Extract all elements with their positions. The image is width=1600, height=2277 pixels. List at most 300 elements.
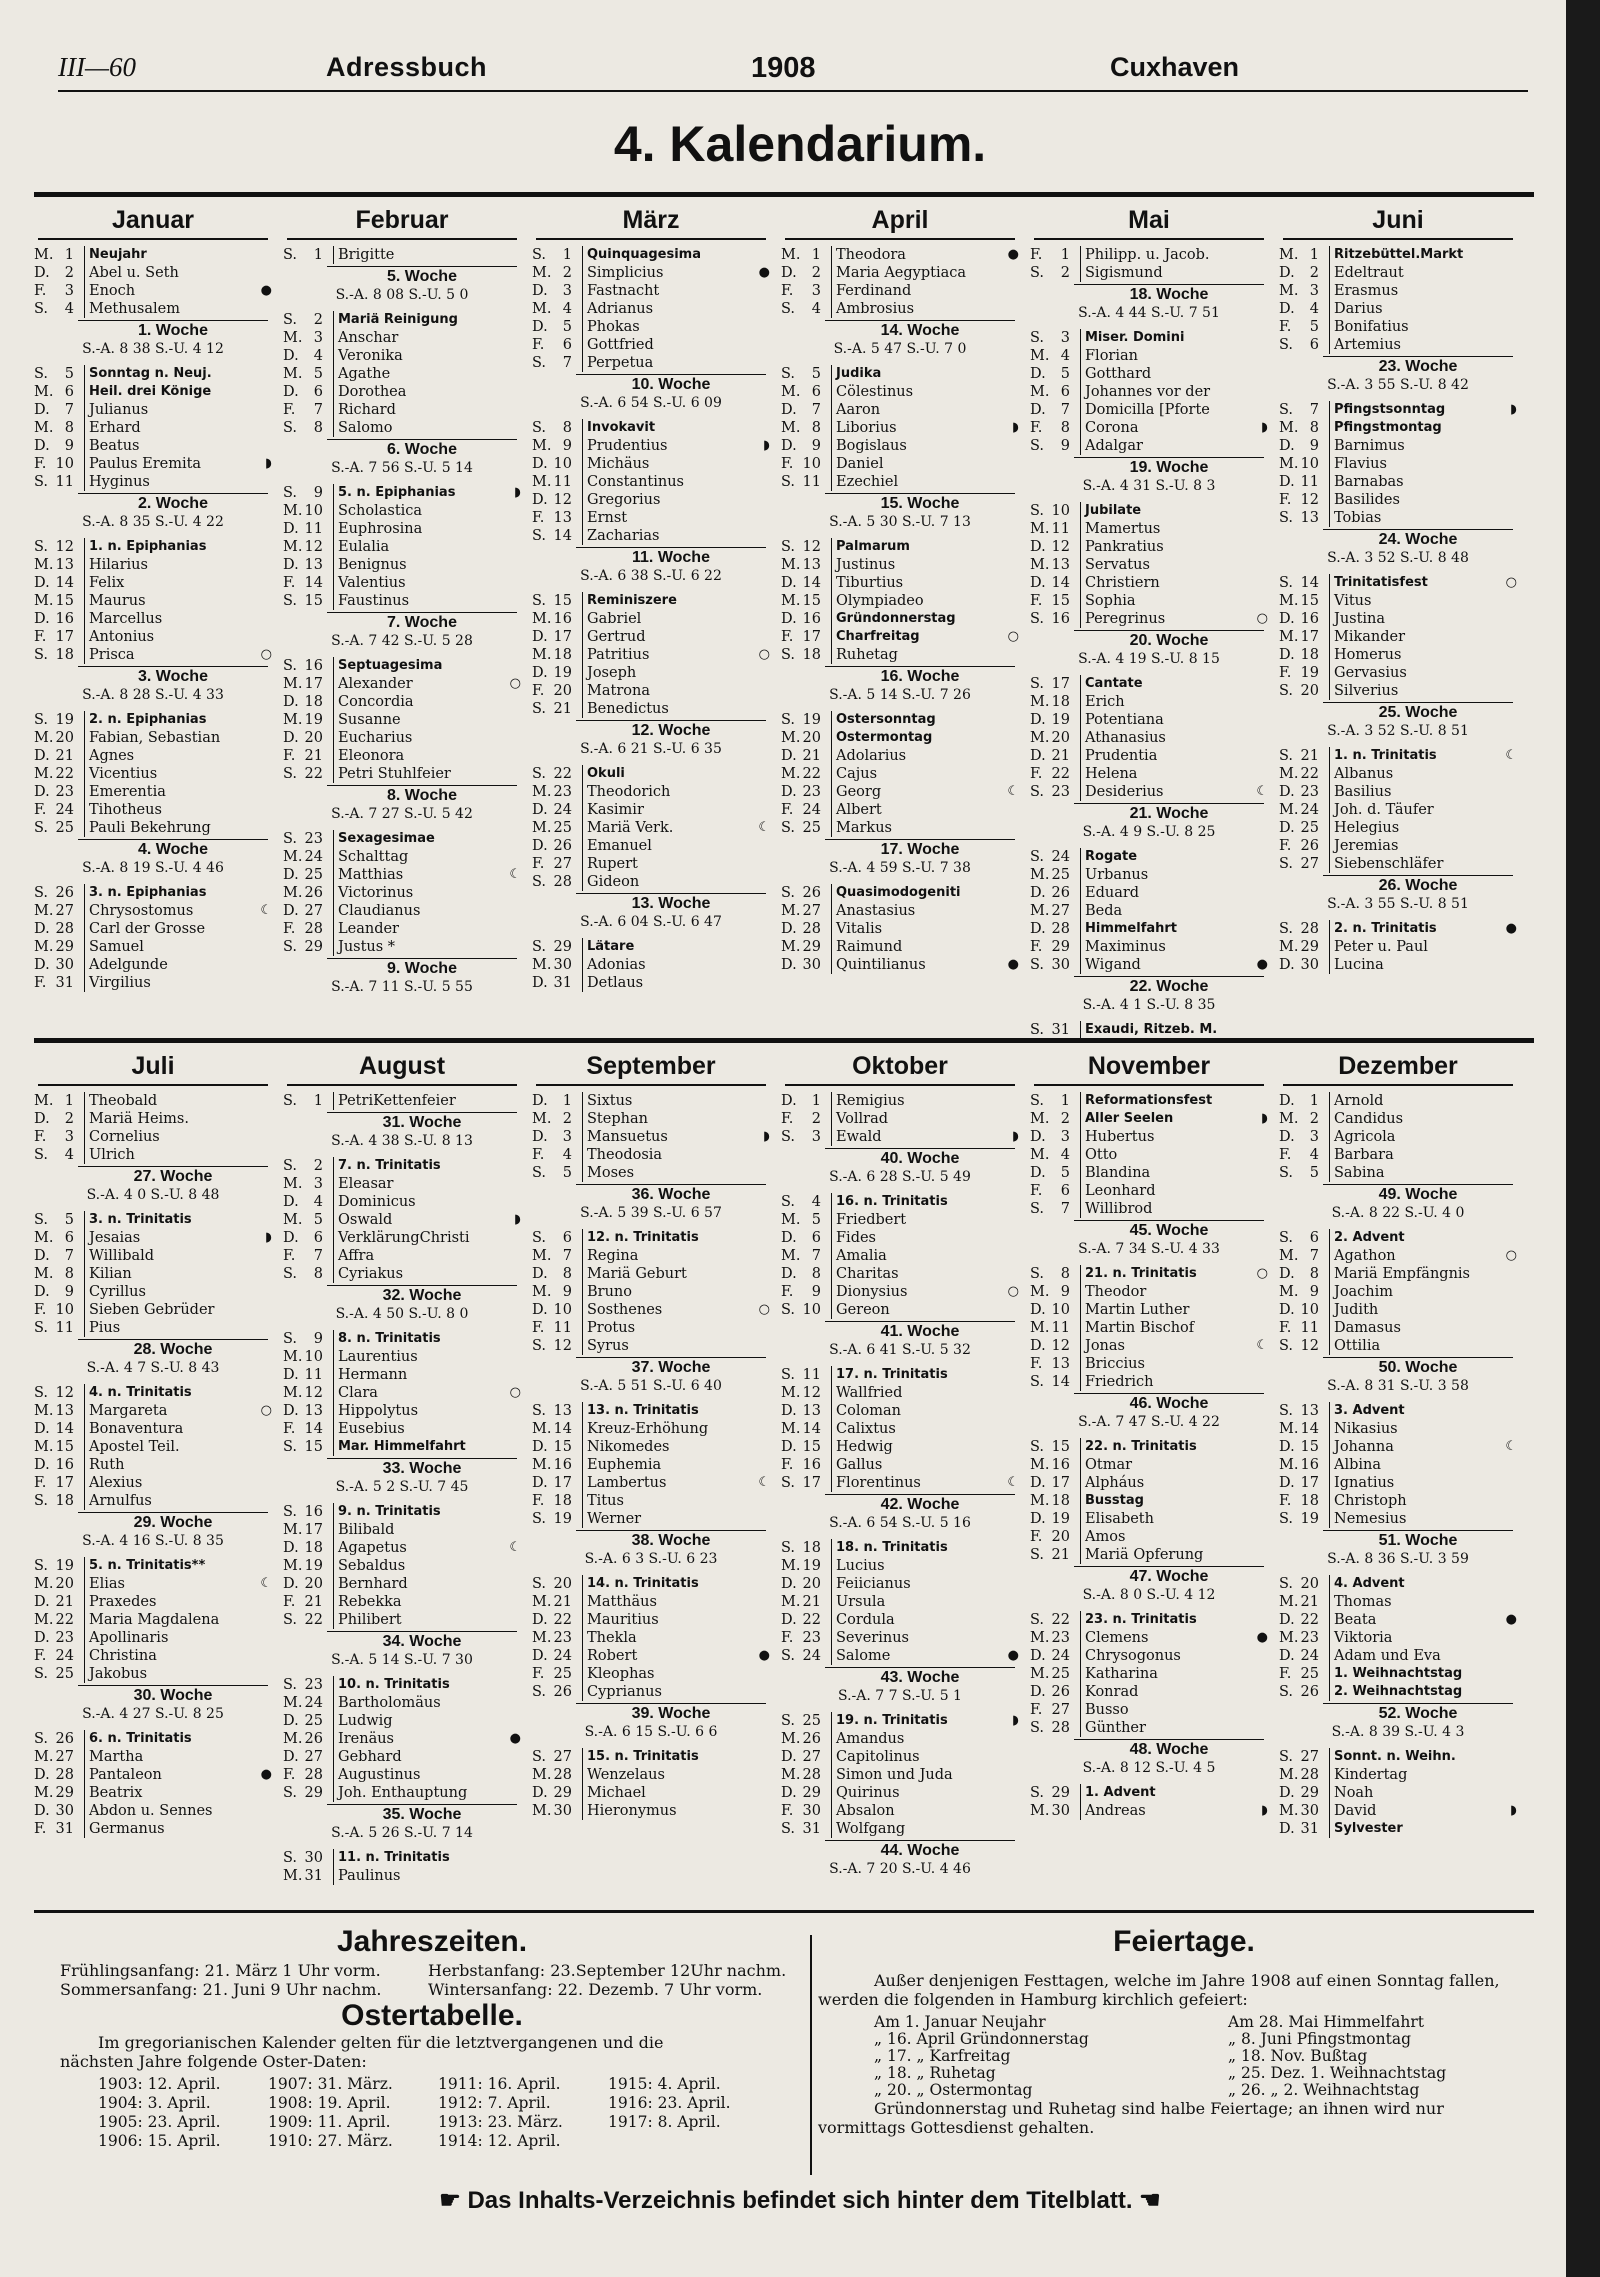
easter-intro-2: nächsten Jahre folgende Oster-Daten:: [60, 2052, 367, 2071]
weekday: S.: [283, 658, 298, 674]
day-name: Coloman: [831, 1402, 1017, 1420]
weekday: F.: [532, 337, 545, 353]
weekday: F.: [1030, 593, 1043, 609]
day-number: 17: [304, 1522, 323, 1538]
day-number: 18: [1300, 1493, 1319, 1509]
weekday: S.: [1030, 676, 1045, 692]
day-name: Alexander: [333, 675, 519, 693]
weekday: D.: [1279, 1612, 1295, 1628]
day-number: 9: [811, 438, 821, 454]
day-row: [283, 675, 521, 693]
day-number: 9: [64, 1284, 74, 1300]
footer-note: [0, 2186, 1600, 2215]
day-number: 22: [553, 766, 572, 782]
day-number: 22: [802, 1612, 821, 1628]
day-row: [1279, 1802, 1517, 1820]
weekday: F.: [532, 683, 545, 699]
day-name: Johannes vor der: [1080, 383, 1266, 401]
day-name: Basilides: [1329, 491, 1515, 509]
day-name: Victorinus: [333, 884, 519, 902]
day-number: 18: [802, 1540, 821, 1556]
day-number: 29: [802, 939, 821, 955]
day-row: [34, 1110, 272, 1128]
weekday: S.: [1030, 611, 1045, 627]
day-name: Emanuel: [582, 837, 768, 855]
day-name: Prudentia: [1080, 747, 1266, 765]
sunrise-sunset: S.-A. 6 38 S.-U. 6 22: [580, 568, 722, 584]
sunrise-sunset: S.-A. 6 41 S.-U. 5 32: [829, 1342, 971, 1358]
sunrise-sunset: S.-A. 8 31 S.-U. 3 58: [1327, 1378, 1469, 1394]
day-row: [781, 1420, 1019, 1438]
day-name: Fabian, Sebastian: [84, 729, 270, 747]
day-row: [781, 628, 1019, 646]
day-row: [1279, 1629, 1517, 1647]
weekday: S.: [781, 1648, 796, 1664]
day-row: [283, 1593, 521, 1611]
week-number: 22. Woche: [1074, 976, 1264, 996]
weekday: S.: [532, 1165, 547, 1181]
day-name: Kreuz-Erhöhung: [582, 1420, 768, 1438]
day-number: 5: [1060, 1165, 1070, 1181]
day-name: Wenzelaus: [582, 1766, 768, 1784]
day-name: Patritius: [582, 646, 768, 664]
day-row: [1279, 855, 1517, 873]
day-row: [532, 1301, 770, 1319]
day-row: [283, 1348, 521, 1366]
weekday: F.: [1030, 1356, 1043, 1372]
day-name: Constantinus: [582, 473, 768, 491]
holiday-entry: „ 17. „ Karfreitag: [874, 2047, 1011, 2065]
moon-phase-icon: ●: [758, 265, 770, 280]
sunrise-sunset: S.-A. 5 30 S.-U. 7 13: [829, 514, 971, 530]
moon-phase-icon: ●: [1256, 1630, 1268, 1645]
weekday: S.: [283, 1850, 298, 1866]
weekday: M.: [1030, 521, 1050, 537]
day-number: 8: [811, 1266, 821, 1282]
day-row: [532, 1319, 770, 1337]
weekday: S.: [283, 312, 298, 328]
day-number: 12: [1300, 492, 1319, 508]
day-number: 6: [1309, 337, 1319, 353]
day-row: [34, 1456, 272, 1474]
weekday: D.: [532, 1785, 548, 1801]
day-name: Arnulfus: [84, 1492, 270, 1510]
day-number: 1: [1309, 1093, 1319, 1109]
weekday: S.: [532, 593, 547, 609]
day-row: [532, 855, 770, 873]
day-number: 18: [1300, 647, 1319, 663]
day-row: [1030, 1665, 1268, 1683]
weekday: S.: [283, 247, 298, 263]
day-number: 15: [304, 1439, 323, 1455]
weekday: S.: [1030, 1093, 1045, 1109]
weekday: M.: [34, 730, 54, 746]
moon-phase-icon: ●: [1007, 957, 1019, 972]
day-number: 16: [55, 611, 74, 627]
day-row: [781, 1229, 1019, 1247]
holiday-entry: „ 18. „ Ruhetag: [874, 2064, 996, 2082]
weekday: M.: [1279, 1284, 1299, 1300]
weekday: S.: [781, 1302, 796, 1318]
sunrise-sunset: S.-A. 7 56 S.-U. 5 14: [331, 460, 473, 476]
day-row: [34, 383, 272, 401]
day-row: [1030, 347, 1268, 365]
weekday: S.: [283, 766, 298, 782]
weekday: D.: [283, 1713, 299, 1729]
day-name: Clara: [333, 1384, 519, 1402]
sunrise-sunset: S.-A. 8 08 S.-U. 5 0: [335, 287, 469, 303]
sunrise-sunset: S.-A. 6 28 S.-U. 5 49: [829, 1169, 971, 1185]
sunrise-sunset: S.-A. 3 52 S.-U. 8 48: [1327, 550, 1469, 566]
day-name: Clemens: [1080, 1629, 1266, 1647]
day-number: 18: [802, 647, 821, 663]
day-number: 11: [1300, 1320, 1319, 1336]
day-number: 25: [802, 820, 821, 836]
day-number: 14: [55, 575, 74, 591]
day-number: 9: [1309, 1284, 1319, 1300]
day-number: 29: [1051, 1785, 1070, 1801]
day-name: Mansuetus: [582, 1128, 768, 1146]
day-row: [781, 419, 1019, 437]
day-number: 14: [1051, 1374, 1070, 1390]
weekday: S.: [1030, 1022, 1045, 1038]
day-row: [1279, 1402, 1517, 1420]
season-autumn: Herbstanfang: 23.September 12Uhr nachm.: [428, 1961, 787, 1980]
weekday: M.: [532, 474, 552, 490]
weekday: S.: [781, 1821, 796, 1837]
day-name: Phokas: [582, 318, 768, 336]
day-number: 10: [553, 1302, 572, 1318]
day-name: Cyrillus: [84, 1283, 270, 1301]
weekday: F.: [532, 1147, 545, 1163]
day-row: [34, 246, 272, 264]
day-name: David: [1329, 1802, 1515, 1820]
moon-phase-icon: ◗: [1261, 420, 1268, 435]
day-name: Valentius: [333, 574, 519, 592]
day-name: Amos: [1080, 1528, 1266, 1546]
weekday: S.: [1279, 748, 1294, 764]
weekday: F.: [532, 1320, 545, 1336]
day-number: 8: [562, 1266, 572, 1282]
weekday: M.: [1030, 903, 1050, 919]
day-name: Chrysostomus: [84, 902, 270, 920]
weekday: F.: [1279, 665, 1292, 681]
day-name: Ludwig: [333, 1712, 519, 1730]
day-name: Exaudi, Ritzeb. M.: [1080, 1021, 1266, 1039]
day-name: 3. Advent: [1329, 1402, 1515, 1420]
day-row: [34, 628, 272, 646]
day-name: Justus *: [333, 938, 519, 956]
day-name: Artemius: [1329, 336, 1515, 354]
day-row: [781, 1629, 1019, 1647]
weekday: D.: [1030, 366, 1046, 382]
day-row: [34, 1784, 272, 1802]
day-row: [532, 628, 770, 646]
day-row: [34, 365, 272, 383]
middle-rule: [34, 1038, 1534, 1043]
sunrise-sunset: S.-A. 4 16 S.-U. 8 35: [82, 1533, 224, 1549]
day-name: Neujahr: [84, 246, 270, 264]
day-number: 4: [64, 1147, 74, 1163]
day-number: 5: [313, 1212, 323, 1228]
day-name: Hippolytus: [333, 1402, 519, 1420]
day-row: [532, 1510, 770, 1528]
day-row: [34, 1092, 272, 1110]
day-name: Okuli: [582, 765, 768, 783]
day-number: 12: [802, 539, 821, 555]
weekday: D.: [1279, 647, 1295, 663]
weekday: S.: [34, 1385, 49, 1401]
day-number: 1: [811, 247, 821, 263]
weekday: D.: [781, 1785, 797, 1801]
week-number: 27. Woche: [78, 1166, 268, 1186]
weekday: M.: [532, 265, 552, 281]
weekday: S.: [1279, 1230, 1294, 1246]
day-name: Emerentia: [84, 783, 270, 801]
moon-phase-icon: ●: [260, 1767, 272, 1782]
day-name: Philipp. u. Jacob.: [1080, 246, 1266, 264]
sunrise-sunset: S.-A. 8 39 S.-U. 4 3: [1331, 1724, 1465, 1740]
day-name: Philibert: [333, 1611, 519, 1629]
day-row: [532, 610, 770, 628]
weekday: S.: [532, 1684, 547, 1700]
day-number: 29: [553, 939, 572, 955]
week-number: 29. Woche: [78, 1512, 268, 1532]
day-number: 4: [64, 301, 74, 317]
day-name: Bonifatius: [1329, 318, 1515, 336]
moon-phase-icon: ○: [758, 1302, 770, 1317]
weekday: D.: [781, 1576, 797, 1592]
day-number: 25: [304, 867, 323, 883]
month-dezember: [1279, 1048, 1517, 1838]
day-name: Himmelfahrt: [1080, 920, 1266, 938]
weekday: D.: [34, 265, 50, 281]
weekday: S.: [1030, 1201, 1045, 1217]
day-name: 1. n. Epiphanias: [84, 538, 270, 556]
day-row: [532, 1665, 770, 1683]
day-number: 12: [802, 1385, 821, 1401]
moon-phase-icon: ●: [1007, 1648, 1019, 1663]
day-number: 9: [313, 1331, 323, 1347]
day-row: [1279, 1128, 1517, 1146]
weekday: M.: [283, 539, 303, 555]
day-number: 5: [811, 366, 821, 382]
sunrise-sunset: S.-A. 8 0 S.-U. 4 12: [1082, 1587, 1216, 1603]
day-row: [283, 538, 521, 556]
moon-phase-icon: ◗: [265, 1230, 272, 1245]
day-number: 27: [55, 1749, 74, 1765]
day-number: 10: [55, 1302, 74, 1318]
weekday: D.: [532, 1093, 548, 1109]
day-number: 14: [553, 1421, 572, 1437]
day-row: [34, 1492, 272, 1510]
day-name: Dorothea: [333, 383, 519, 401]
week-number: 43. Woche: [825, 1667, 1015, 1687]
day-row: [283, 1247, 521, 1265]
week-number: 30. Woche: [78, 1685, 268, 1705]
weekday: S.: [1030, 1547, 1045, 1563]
day-name: Matthäus: [582, 1593, 768, 1611]
weekday: M.: [34, 1785, 54, 1801]
weekday: M.: [283, 1522, 303, 1538]
day-row: [781, 1593, 1019, 1611]
day-name: Bonaventura: [84, 1420, 270, 1438]
day-row: [1279, 628, 1517, 646]
month-name: Dezember: [1283, 1048, 1513, 1086]
weekday: S.: [1030, 1612, 1045, 1628]
weekday: M.: [1030, 1457, 1050, 1473]
weekday: D.: [34, 921, 50, 937]
day-row: [1279, 1784, 1517, 1802]
week-number: 24. Woche: [1323, 529, 1513, 549]
day-name: Quinquagesima: [582, 246, 768, 264]
weekday: D.: [1279, 611, 1295, 627]
day-number: 15: [1300, 1439, 1319, 1455]
day-row: [1279, 783, 1517, 801]
day-row: [1030, 1021, 1268, 1039]
day-name: Joseph: [582, 664, 768, 682]
moon-phase-icon: ☾: [1505, 1439, 1517, 1454]
day-name: 16. n. Trinitatis: [831, 1193, 1017, 1211]
day-row: [1030, 1492, 1268, 1510]
day-row: [781, 1301, 1019, 1319]
weekday: F.: [532, 856, 545, 872]
weekday: S.: [34, 1731, 49, 1747]
weekday: M.: [34, 420, 54, 436]
day-name: Absalon: [831, 1802, 1017, 1820]
weekday: S.: [781, 712, 796, 728]
weekday: M.: [1279, 939, 1299, 955]
day-number: 27: [1300, 1749, 1319, 1765]
day-name: Johanna: [1329, 1438, 1515, 1456]
weekday: D.: [781, 1093, 797, 1109]
week-number: 10. Woche: [576, 374, 766, 394]
day-row: [1030, 574, 1268, 592]
day-number: 22: [55, 1612, 74, 1628]
day-row: [1279, 1283, 1517, 1301]
sunrise-sunset: S.-A. 3 55 S.-U. 8 42: [1327, 377, 1469, 393]
month-name: November: [1034, 1048, 1264, 1086]
day-name: Charitas: [831, 1265, 1017, 1283]
day-name: Hieronymus: [582, 1802, 768, 1820]
week-number: 17. Woche: [825, 839, 1015, 859]
day-name: Fastnacht: [582, 282, 768, 300]
weekday: D.: [1279, 1302, 1295, 1318]
day-name: Ulrich: [84, 1146, 270, 1164]
day-number: 20: [553, 1576, 572, 1592]
day-name: Maria Magdalena: [84, 1611, 270, 1629]
day-row: [532, 1629, 770, 1647]
weekday: D.: [1279, 1266, 1295, 1282]
weekday: M.: [283, 366, 303, 382]
day-number: 28: [304, 1767, 323, 1783]
day-row: [1030, 329, 1268, 347]
day-row: [283, 556, 521, 574]
easter-date: 1905: 23. April.: [98, 2113, 221, 2131]
day-name: Kleophas: [582, 1665, 768, 1683]
weekday: D.: [532, 1648, 548, 1664]
weekday: D.: [283, 1540, 299, 1556]
day-number: 6: [811, 384, 821, 400]
sunrise-sunset: S.-A. 6 15 S.-U. 6 6: [584, 1724, 718, 1740]
weekday: F.: [781, 1284, 794, 1300]
weekday: M.: [781, 1767, 801, 1783]
weekday: F.: [781, 1630, 794, 1646]
day-name: Samuel: [84, 938, 270, 956]
day-name: Peregrinus: [1080, 610, 1266, 628]
day-number: 21: [55, 1594, 74, 1610]
day-number: 12: [304, 539, 323, 555]
day-row: [283, 902, 521, 920]
day-number: 13: [55, 1403, 74, 1419]
day-row: [283, 1712, 521, 1730]
day-row: [1279, 1492, 1517, 1510]
day-row: [532, 1784, 770, 1802]
weekday: S.: [283, 1158, 298, 1174]
day-row: [532, 1128, 770, 1146]
moon-phase-icon: ○: [1007, 629, 1019, 644]
day-name: Judith: [1329, 1301, 1515, 1319]
week-number: 48. Woche: [1074, 1739, 1264, 1759]
day-number: 28: [553, 874, 572, 890]
day-name: Elias: [84, 1575, 270, 1593]
day-number: 6: [811, 1230, 821, 1246]
day-name: Theobald: [84, 1092, 270, 1110]
sunrise-sunset: S.-A. 8 36 S.-U. 3 59: [1327, 1551, 1469, 1567]
day-number: 10: [304, 1349, 323, 1365]
day-row: [532, 646, 770, 664]
day-name: Wigand: [1080, 956, 1266, 974]
day-row: [1279, 1110, 1517, 1128]
day-name: Invokavit: [582, 419, 768, 437]
weekday: S.: [532, 1511, 547, 1527]
day-number: 8: [1060, 1266, 1070, 1282]
day-number: 7: [313, 402, 323, 418]
day-number: 4: [562, 1147, 572, 1163]
weekday: S.: [1279, 921, 1294, 937]
day-row: [532, 455, 770, 473]
day-number: 30: [55, 957, 74, 973]
day-name: Heil. drei Könige: [84, 383, 270, 401]
day-row: [1030, 538, 1268, 556]
day-row: [34, 783, 272, 801]
day-number: 1: [562, 247, 572, 263]
day-name: 19. n. Trinitatis: [831, 1712, 1017, 1730]
day-row: [781, 1456, 1019, 1474]
book-title: Adressbuch: [326, 52, 488, 82]
weekday: S.: [283, 1266, 298, 1282]
day-name: Theodosia: [582, 1146, 768, 1164]
day-name: Matthias: [333, 866, 519, 884]
day-row: [781, 1193, 1019, 1211]
weekday: D.: [34, 957, 50, 973]
day-number: 7: [313, 1248, 323, 1264]
day-number: 17: [304, 676, 323, 692]
day-row: [1030, 365, 1268, 383]
week-number: 12. Woche: [576, 720, 766, 740]
day-name: 12. n. Trinitatis: [582, 1229, 768, 1247]
day-name: Ezechiel: [831, 473, 1017, 491]
day-name: Busstag: [1080, 1492, 1266, 1510]
day-row: [532, 1402, 770, 1420]
day-name: Jeremias: [1329, 837, 1515, 855]
day-number: 26: [1300, 838, 1319, 854]
day-row: [781, 902, 1019, 920]
weekday: S.: [532, 1749, 547, 1765]
day-number: 16: [1051, 611, 1070, 627]
week-number: 41. Woche: [825, 1321, 1015, 1341]
weekday: D.: [1279, 1129, 1295, 1145]
